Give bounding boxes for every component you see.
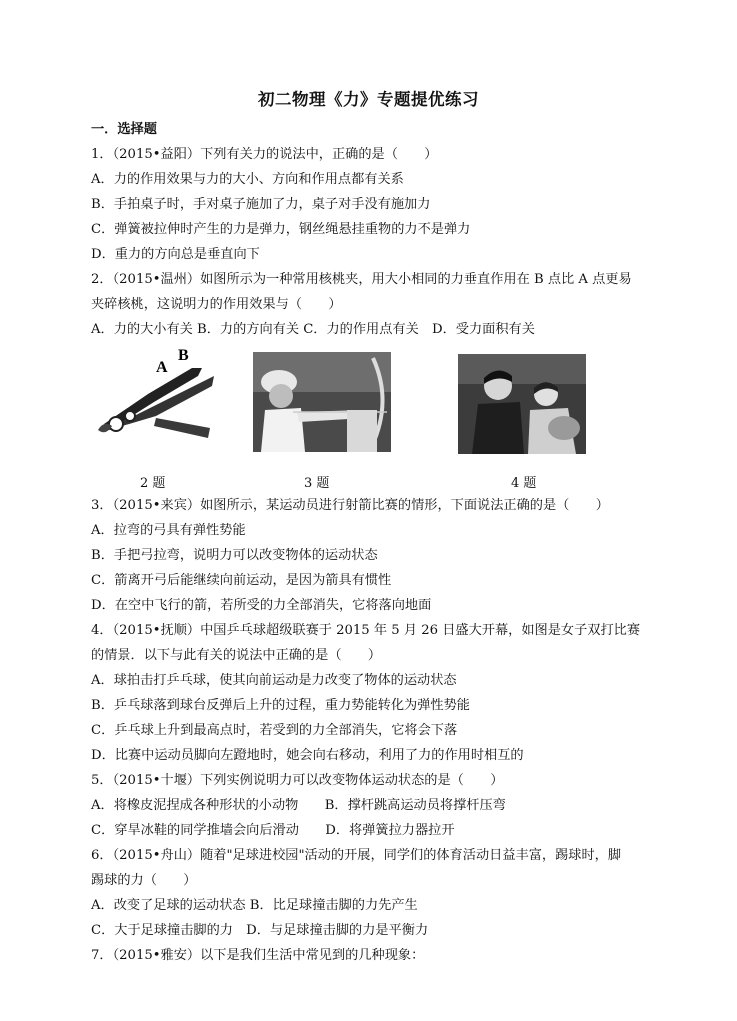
q6-stem-line1: 6．（2015•舟山）随着"足球进校园"活动的开展，同学们的体育活动日益丰富，踢球时，脚 xyxy=(91,848,622,863)
q5-options-cd: C．穿旱冰鞋的同学推墙会向后滑动 D．将弹簧拉力器拉开 xyxy=(91,823,455,838)
q6-options-ab: A．改变了足球的运动状态 B．比足球撞击脚的力先产生 xyxy=(91,898,418,913)
caption-q3: 3 题 xyxy=(304,476,330,491)
q2-stem-line1: 2．（2015•温州）如图所示为一种常用核桃夹，用大小相同的力垂直作用在 B 点比 A 点更易 xyxy=(91,272,632,287)
q7-stem: 7．（2015•雅安）以下是我们生活中常见到的几种现象： xyxy=(91,948,425,963)
q4-option-a: A．球拍击打乒乓球，使其向前运动是力改变了物体的运动状态 xyxy=(91,673,457,688)
q1-stem: 1．（2015•益阳）下列有关力的说法中，正确的是（ ） xyxy=(91,147,438,162)
q3-option-d: D．在空中飞行的箭，若所受的力全部消失，它将落向地面 xyxy=(91,598,432,613)
q4-stem-line2: 的情景．以下与此有关的说法中正确的是（ ） xyxy=(91,648,382,663)
q4-stem-line1: 4．（2015•抚顺）中国乒乓球超级联赛于 2015 年 5 月 26 日盛大开幕，如图是女子双打比赛 xyxy=(91,623,641,638)
q3-option-c: C．箭离开弓后能继续向前运动，是因为箭具有惯性 xyxy=(91,573,392,588)
q4-option-d: D．比赛中运动员脚向左蹬地时，她会向右移动，利用了力的作用时相互的 xyxy=(91,748,524,763)
q5-stem: 5．（2015•十堰）下列实例说明力可以改变物体运动状态的是（ ） xyxy=(91,773,504,788)
q6-options-cd: C．大于足球撞击脚的力 D．与足球撞击脚的力是平衡力 xyxy=(91,923,429,938)
q4-option-c: C．乒乓球上升到最高点时，若受到的力全部消失，它将会下落 xyxy=(91,723,458,738)
page-title: 初二物理《力》专题提优练习 xyxy=(258,90,479,109)
q2-options: A．力的大小有关 B．力的方向有关 C．力的作用点有关 D．受力面积有关 xyxy=(91,322,535,337)
q3-option-b: B．手把弓拉弯，说明力可以改变物体的运动状态 xyxy=(91,548,378,563)
q3-stem: 3．（2015•来宾）如图所示，某运动员进行射箭比赛的情形，下面说法正确的是（ ） xyxy=(91,498,609,513)
q5-options-ab: A．将橡皮泥捏成各种形状的小动物 B．撑杆跳高运动员将撑杆压弯 xyxy=(91,798,506,813)
q3-option-a: A．拉弯的弓具有弹性势能 xyxy=(91,523,246,538)
caption-q4: 4 题 xyxy=(511,476,537,491)
label-a: A xyxy=(156,359,168,376)
section-heading: 一．选择题 xyxy=(91,122,157,137)
q1-option-a: A．力的作用效果与力的大小、方向和作用点都有关系 xyxy=(91,172,404,187)
q1-option-c: C．弹簧被拉伸时产生的力是弹力，钢丝绳悬挂重物的力不是弹力 xyxy=(91,222,471,237)
label-b: B xyxy=(178,347,189,364)
caption-q2: 2 题 xyxy=(140,476,166,491)
q1-option-b: B．手拍桌子时，手对桌子施加了力，桌子对手没有施加力 xyxy=(91,197,431,212)
q2-stem-line2: 夹碎核桃，这说明力的作用效果与（ ） xyxy=(91,297,342,312)
q4-option-b: B．乒乓球落到球台反弹后上升的过程，重力势能转化为弹性势能 xyxy=(91,698,470,713)
nutcracker-figure xyxy=(90,346,220,446)
q6-stem-line2: 踢球的力（ ） xyxy=(91,873,197,888)
q1-option-d: D．重力的方向总是垂直向下 xyxy=(91,247,260,262)
archer-photo xyxy=(253,352,391,452)
table-tennis-photo xyxy=(458,354,586,454)
